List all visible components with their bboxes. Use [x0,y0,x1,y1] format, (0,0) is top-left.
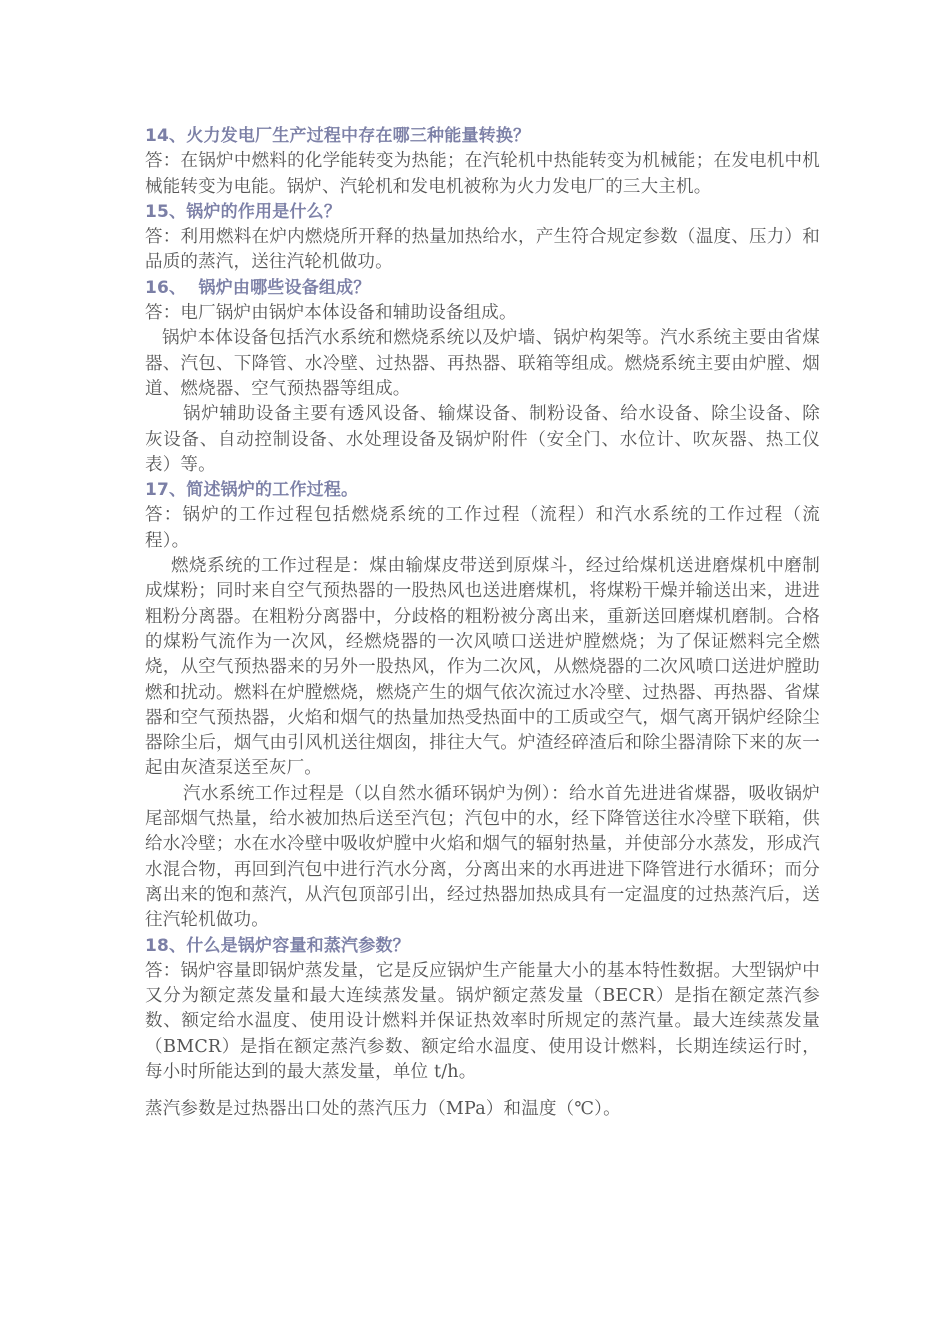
boiler-auxiliary-paragraph: 锅炉辅助设备主要有透风设备、输煤设备、制粉设备、给水设备、除尘设备、除灰设备、自动控制设备、水处理设备及锅炉附件（安全门、水位计、吹灰器、热工仪表）等。 [145,404,820,475]
answer-15-paragraph: 答：利用燃料在炉内燃烧所开释的热量加热给水，产生符合规定参数（温度、压力）和品质的蒸汽，送往汽轮机做功。 [145,227,820,273]
answer-18-paragraph: 答：锅炉容量即锅炉蒸发量，它是反应锅炉生产能量大小的基本特性数据。大型锅炉中又分为额定蒸发量和最大连续蒸发量。锅炉额定蒸发量（BECR）是指在额定蒸汽参数、额定给水温度、使用设计燃料并保证热效率时所规定的蒸汽量。最大连续蒸发量（BMCR）是指在额定蒸汽参数、额定给水温度、使用设计燃料，长期连续运行时，每小时所能达到的最大蒸发量，单位 t/h。 [145,960,820,1082]
steam-parameters-paragraph: 蒸汽参数是过热器出口处的蒸汽压力（MPa）和温度（℃）。 [145,1099,621,1120]
boiler-body-paragraph: 锅炉本体设备包括汽水系统和燃烧系统以及炉墙、锅炉构架等。汽水系统主要由省煤器、汽包、下降管、水冷壁、过热器、再热器、联箱等组成。燃烧系统主要由炉膛、烟道、燃烧器、空气预热器等组成。 [145,328,820,399]
question-15-heading: 15、锅炉的作用是什么？ [145,201,342,222]
answer-16-paragraph: 答：电厂锅炉由锅炉本体设备和辅助设备组成。 [145,303,517,324]
combustion-process-paragraph: 燃烧系统的工作过程是：煤由输煤皮带送到原煤斗，经过给煤机送进磨煤机中磨制成煤粉；同时来自空气预热器的一股热风也送进磨煤机，将煤粉干燥并输送出来，进进粗粉分离器。在粗粉分离器中，分歧格的粗粉被分离出来，重新送回磨煤机磨制。合格的煤粉气流作为一次风，经燃烧器的一次风喷口送进炉膛燃烧；为了保证燃料完全燃烧，从空气预热器来的另外一股热风，作为二次风，从燃烧器的二次风喷口送进炉膛助燃和扰动。燃料在炉膛燃烧，燃烧产生的烟气依次流过水冷壁、过热器、再热器、省煤器和空气预热器，火焰和烟气的热量加热受热面中的工质或空气，烟气离开锅炉经除尘器除尘后，烟气由引风机送往烟囱，排往大气。炉渣经碎渣后和除尘器清除下来的灰一起由灰渣泵送至灰厂。 [145,556,820,779]
question-17-heading: 17、简述锅炉的工作过程。 [145,480,359,501]
answer-17-paragraph: 答：锅炉的工作过程包括燃烧系统的工作过程（流程）和汽水系统的工作过程（流程）。 [145,505,820,551]
question-18-heading: 18、什么是锅炉容量和蒸汽参数？ [145,935,410,956]
document-page [145,124,820,1123]
steam-water-process-paragraph: 汽水系统工作过程是（以自然水循环锅炉为例）：给水首先进进省煤器，吸收锅炉尾部烟气热量，给水被加热后送至汽包；汽包中的水，经下降管送往水冷壁下联箱，供给水冷壁；水在水冷壁中吸收炉膛中火焰和烟气的辐射热量，并使部分水蒸发，形成汽水混合物，再回到汽包中进行汽水分离，分离出来的水再进进下降管进行水循环；而分离出来的饱和蒸汽，从汽包顶部引出，经过热器加热成具有一定温度的过热蒸汽后，送往汽轮机做功。 [145,783,820,931]
answer-14-paragraph: 答：在锅炉中燃料的化学能转变为热能；在汽轮机中热能转变为机械能；在发电机中机械能转变为电能。锅炉、汽轮机和发电机被称为火力发电厂的三大主机。 [145,151,820,197]
question-16-heading: 16、 锅炉由哪些设备组成？ [145,277,371,298]
question-14-heading: 14、火力发电厂生产过程中存在哪三种能量转换？ [145,126,531,146]
